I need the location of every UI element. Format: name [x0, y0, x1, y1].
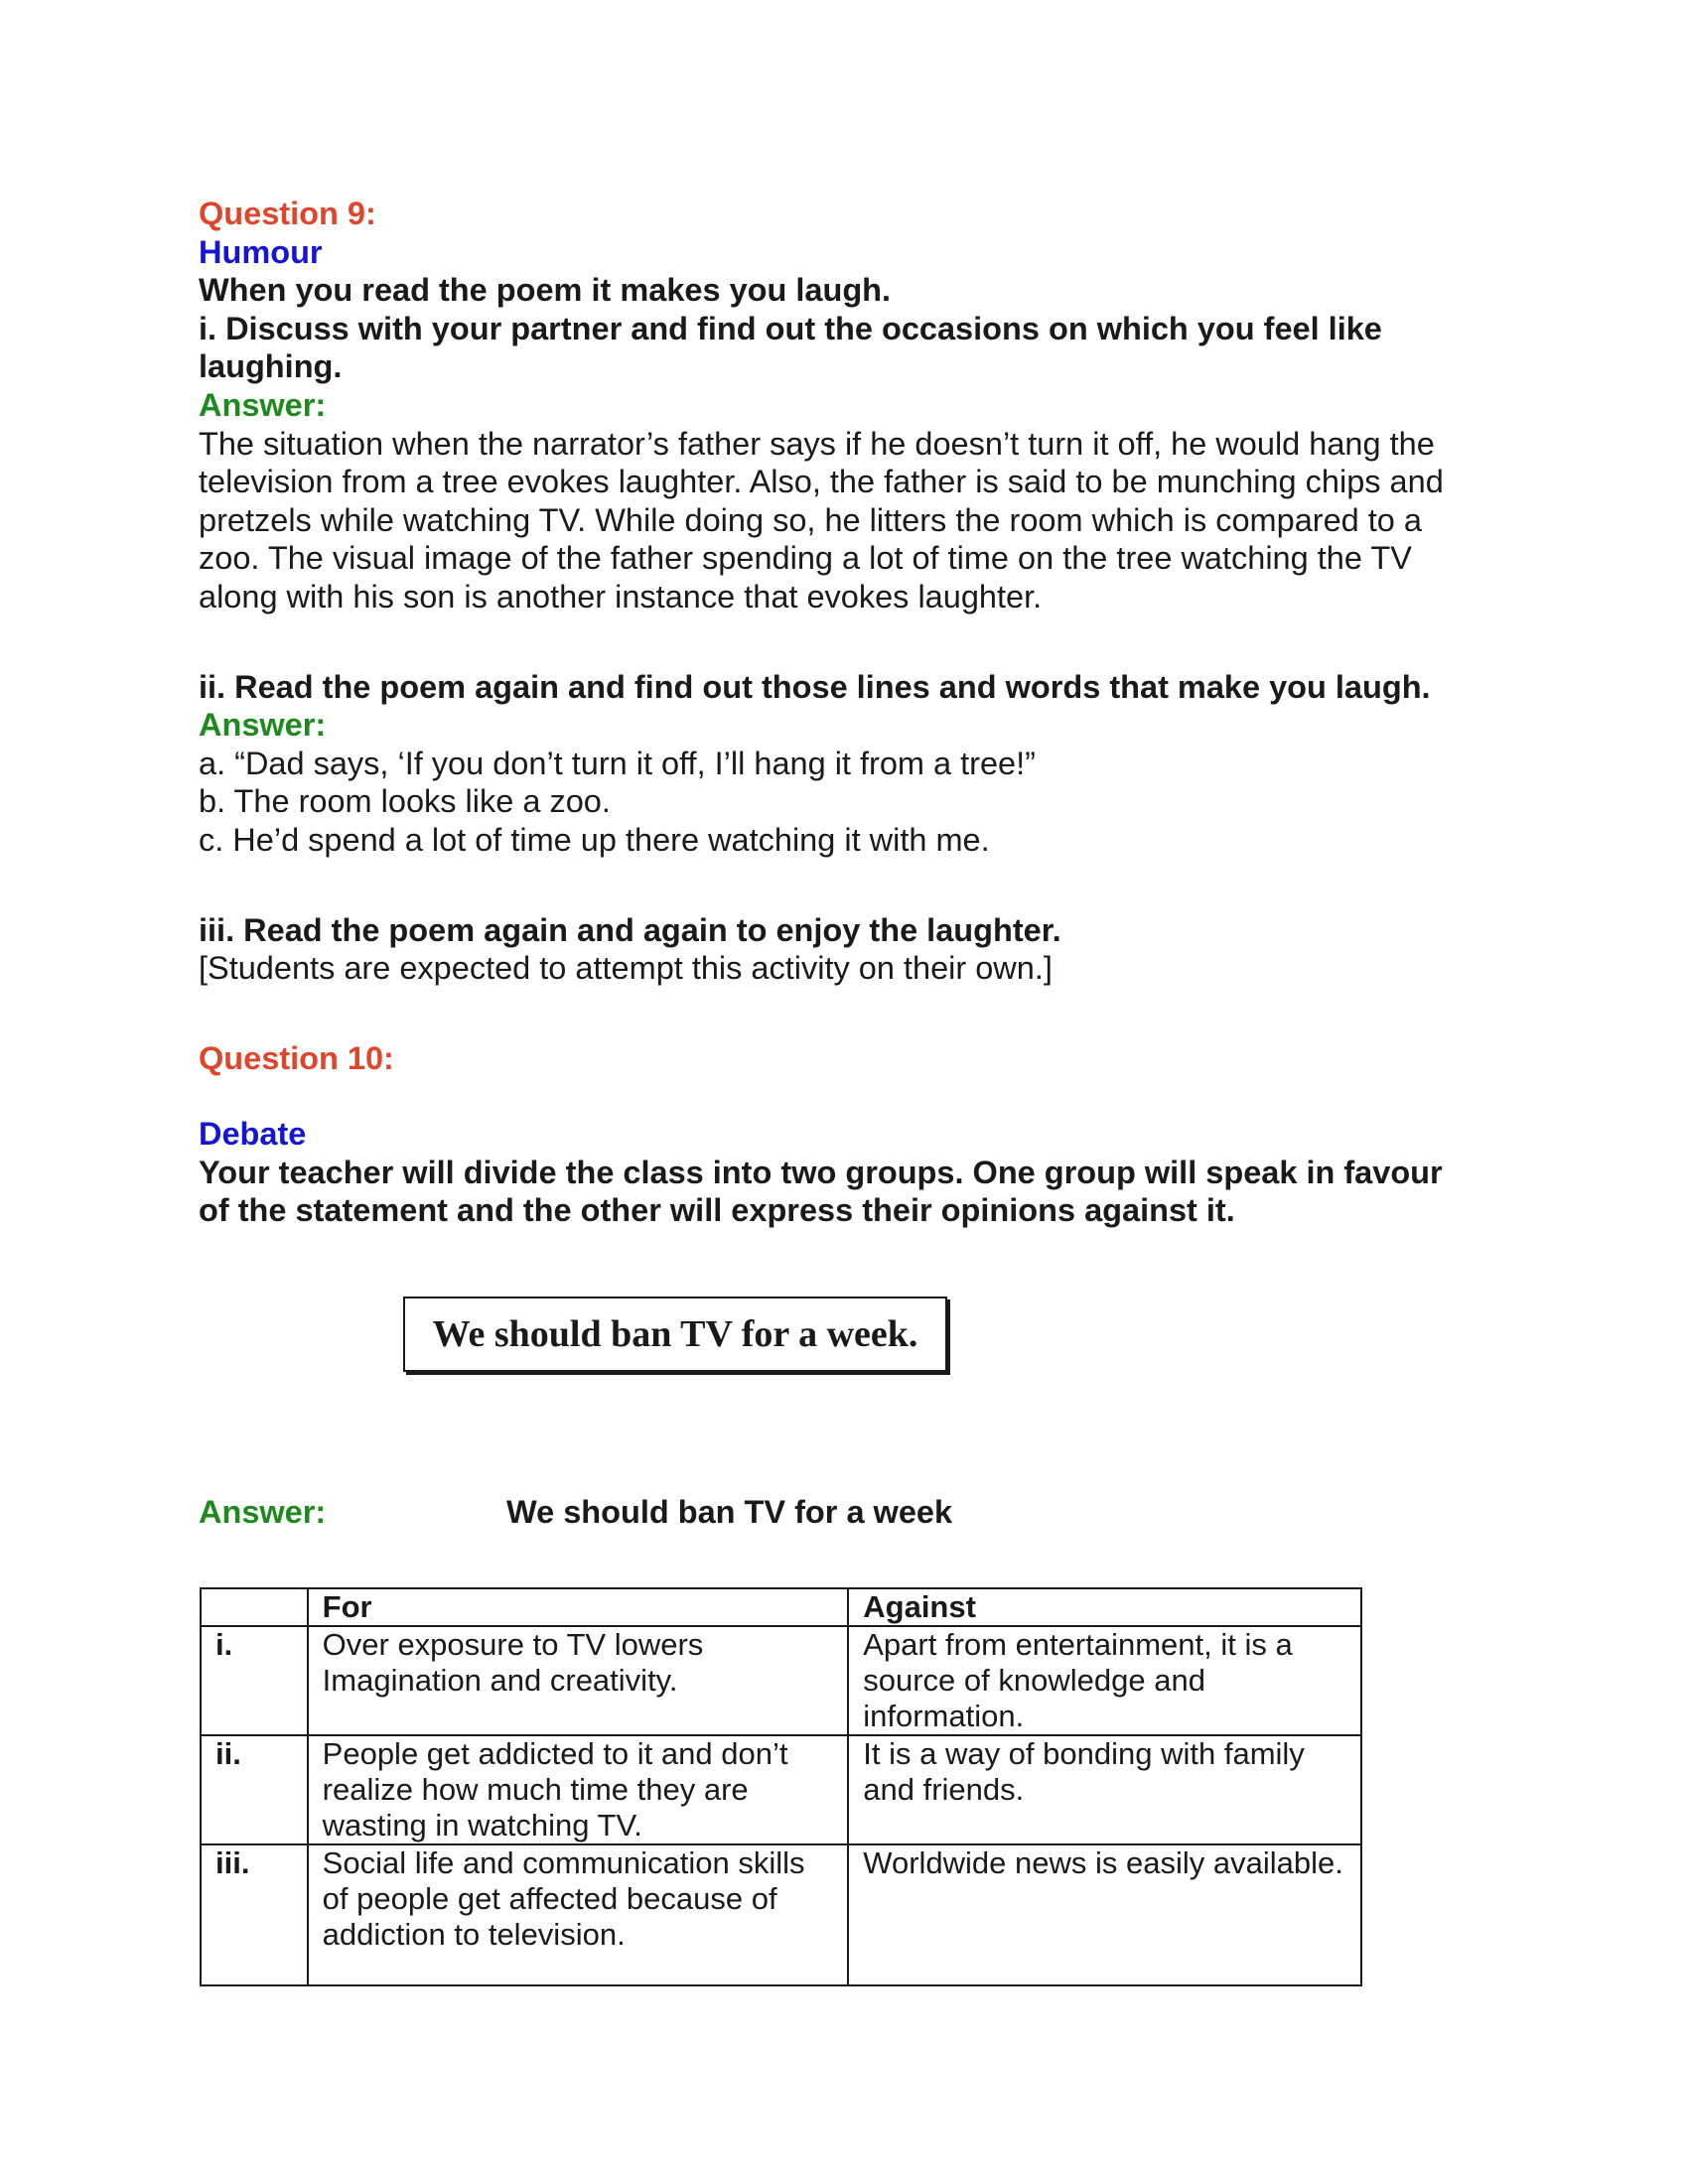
statement-box: We should ban TV for a week. [403, 1297, 947, 1372]
answer-line: pretzels while watching TV. While doing so, he litters the room which is compared to a [199, 501, 1422, 538]
question-9-title: Question 9: [199, 196, 376, 231]
table-header-for: For [308, 1588, 849, 1626]
answer-line: The situation when the narrator’s father says if he doesn’t turn it off, he would hang the [199, 425, 1435, 462]
question-9-part2-answer-label: Answer: [199, 707, 327, 744]
row-number: ii. [201, 1735, 308, 1844]
question-10-prompt-line2: of the statement and the other will express their opinions against it. [199, 1192, 1235, 1229]
table-row [201, 1626, 1361, 1735]
question-9-part2-prompt: ii. Read the poem again and find out those lines and words that make you laugh. [199, 668, 1431, 705]
question-10-topic: Debate [199, 1116, 307, 1153]
question-10-title: Question 10: [199, 1039, 394, 1076]
question-9-part3-prompt: iii. Read the poem again and again to enjoy the laughter. [199, 911, 1061, 948]
document-page [199, 195, 1509, 1230]
question-9-part1-answer-label: Answer: [199, 386, 327, 423]
answer-line: television from a tree evokes laughter. Also, the father is said to be munching chips and [199, 464, 1444, 500]
row-number: iii. [201, 1844, 308, 1985]
row-number: i. [201, 1626, 308, 1735]
answer-line: c. He’d spend a lot of time up there watching it with me. [199, 821, 990, 858]
answer-line: along with his son is another instance that evokes laughter. [199, 578, 1043, 614]
question-10-answer-heading: We should ban TV for a week [506, 1494, 953, 1530]
answer-line: b. The room looks like a zoo. [199, 783, 611, 820]
question-9-part1-prompt-line1: i. Discuss with your partner and find out the occasions on which you feel like [199, 310, 1382, 346]
for-cell: People get addicted to it and don’t realize how much time they are wasting in watching TV. [308, 1735, 849, 1844]
answer-line: zoo. The visual image of the father spending a lot of time on the tree watching the TV [199, 540, 1412, 577]
question-9-topic: Humour [199, 233, 323, 270]
table-header-row [201, 1588, 1361, 1626]
against-cell: Worldwide news is easily available. [848, 1844, 1361, 1985]
answer-line: a. “Dad says, ‘If you don’t turn it off, I’ll hang it from a tree!” [199, 745, 1036, 781]
for-cell: Social life and communication skills of people get affected because of addiction to television. [308, 1844, 849, 1985]
question-10-answer-label: Answer: [199, 1494, 327, 1530]
question-9-intro: When you read the poem it makes you laugh. [199, 272, 892, 309]
table-header-against: Against [848, 1588, 1361, 1626]
against-cell: Apart from entertainment, it is a source of knowledge and information. [848, 1626, 1361, 1735]
question-10-prompt-line1: Your teacher will divide the class into two groups. One group will speak in favour [199, 1154, 1443, 1190]
for-cell: Over exposure to TV lowers Imagination and creativity. [308, 1626, 849, 1735]
question-9-part1-prompt-line2: laughing. [199, 348, 343, 385]
debate-table [200, 1587, 1362, 1986]
table-row [201, 1844, 1361, 1985]
table-row [201, 1735, 1361, 1844]
against-cell: It is a way of bonding with family and friends. [848, 1735, 1361, 1844]
question-10-answer-row [199, 1493, 1390, 1532]
table-header-number [201, 1588, 308, 1626]
question-9-part3-note: [Students are expected to attempt this activity on their own.] [199, 950, 1053, 987]
